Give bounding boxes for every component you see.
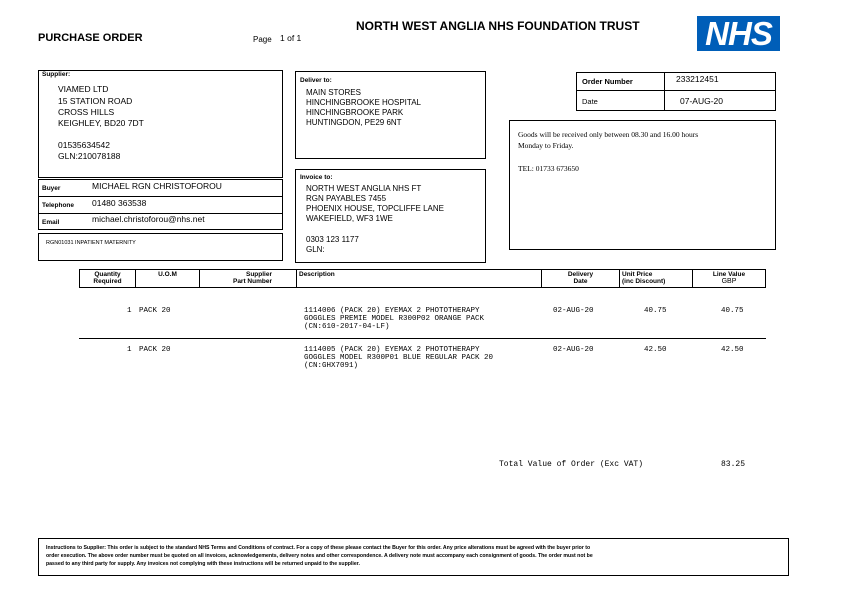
order-info-divider	[576, 90, 776, 91]
document-type: PURCHASE ORDER	[38, 32, 143, 44]
department-box	[38, 233, 283, 261]
deliver-to-line: HINCHINGBROOKE PARK	[306, 108, 404, 117]
row1-quantity: 1	[127, 307, 132, 315]
buyer-divider	[38, 196, 283, 197]
deliver-to-line: MAIN STORES	[306, 88, 361, 97]
header-uom: U.O.M	[135, 269, 200, 288]
row1-line-value: 40.75	[721, 307, 744, 315]
order-info-divider	[664, 72, 665, 111]
invoice-to-phone: 0303 123 1177	[306, 235, 359, 244]
supplier-line: KEIGHLEY, BD20 7DT	[58, 118, 144, 128]
department: RGN01031 INPATIENT MATERNITY	[46, 240, 136, 246]
header-line-value: Line Value GBP	[692, 269, 766, 288]
header-description: Description	[296, 269, 542, 288]
header-unit-price: Unit Price (inc Discount)	[619, 269, 693, 288]
delivery-notice-tel: TEL: 01733 673650	[518, 164, 579, 173]
row2-quantity: 1	[127, 346, 132, 354]
nhs-logo: NHS	[697, 16, 780, 51]
email-label: Email	[42, 219, 60, 226]
row2-description-line: GOGGLES MODEL R300P01 BLUE REGULAR PACK 20	[304, 354, 494, 362]
telephone-value: 01480 363538	[92, 198, 147, 208]
page-label: Page	[253, 35, 272, 44]
invoice-to-line: PHOENIX HOUSE, TOPCLIFFE LANE	[306, 204, 444, 213]
delivery-notice-line: Monday to Friday.	[518, 141, 574, 150]
row1-description-line: GOGGLES PREMIE MODEL R300P02 ORANGE PACK	[304, 315, 485, 323]
email-value: michael.christoforou@nhs.net	[92, 214, 205, 224]
supplier-phone: 01535634542	[58, 140, 111, 150]
invoice-to-line: RGN PAYABLES 7455	[306, 194, 387, 203]
order-number-label: Order Number	[582, 77, 633, 86]
row1-description-line: 1114006 (PACK 20) EYEMAX 2 PHOTOTHERAPY	[304, 307, 480, 315]
trust-name: NORTH WEST ANGLIA NHS FOUNDATION TRUST	[356, 19, 640, 33]
telephone-label: Telephone	[42, 202, 75, 209]
header-quantity: Quantity Required	[79, 269, 136, 288]
instructions-text: Instructions to Supplier: This order is subject to the standard NHS Terms and Conditions of contract. For a copy of these please contact the Buyer for this order. Any price alterations must be agreed with the buyer prior to order execution. The above order number must be quoted on all invoices, acknowledgements, delivery notes and other correspondence. A delivery note must accompany each consignment of goods. The order must not be passed to any third party for supply. Any invoices not complying with these instructions will be returned unpaid to the supplier.	[46, 545, 593, 567]
supplier-gln: GLN:210078188	[58, 151, 121, 161]
row-divider	[79, 338, 766, 339]
row1-unit-price: 40.75	[644, 307, 667, 315]
row2-line-value: 42.50	[721, 346, 744, 354]
row2-description-line: (CN:GHX7091)	[304, 362, 359, 370]
invoice-to-line: WAKEFIELD, WF3 1WE	[306, 214, 393, 223]
delivery-notice-box	[509, 120, 776, 250]
row1-delivery-date: 02-AUG-20	[553, 307, 594, 315]
buyer-label: Buyer	[42, 185, 61, 192]
header-delivery-date: Delivery Date	[541, 269, 620, 288]
row1-uom: PACK 20	[139, 307, 171, 315]
invoice-to-label: Invoice to:	[300, 174, 333, 181]
supplier-line: CROSS HILLS	[58, 107, 115, 117]
total-label: Total Value of Order (Exc VAT)	[499, 460, 644, 469]
supplier-line: 15 STATION ROAD	[58, 96, 133, 106]
order-number-value: 233212451	[676, 74, 719, 84]
deliver-to-line: HUNTINGDON, PE29 6NT	[306, 118, 402, 127]
deliver-to-line: HINCHINGBROOKE HOSPITAL	[306, 98, 421, 107]
order-date-value: 07-AUG-20	[680, 96, 723, 106]
buyer-name: MICHAEL RGN CHRISTOFOROU	[92, 181, 222, 191]
supplier-line: VIAMED LTD	[58, 84, 109, 94]
row1-description-line: (CN:610-2017-04-LF)	[304, 323, 390, 331]
order-date-label: Date	[582, 97, 598, 106]
supplier-label: Supplier:	[42, 71, 71, 78]
total-value: 83.25	[721, 460, 746, 469]
invoice-to-line: NORTH WEST ANGLIA NHS FT	[306, 184, 422, 193]
deliver-to-label: Deliver to:	[300, 77, 332, 84]
row2-unit-price: 42.50	[644, 346, 667, 354]
header-part-number: Supplier Part Number	[199, 269, 297, 288]
row2-description-line: 1114005 (PACK 20) EYEMAX 2 PHOTOTHERAPY	[304, 346, 480, 354]
invoice-to-gln: GLN:	[306, 245, 325, 254]
page-number: 1 of 1	[280, 33, 302, 43]
row2-uom: PACK 20	[139, 346, 171, 354]
delivery-notice-line: Goods will be received only between 08.30 and 16.00 hours	[518, 130, 699, 139]
row2-delivery-date: 02-AUG-20	[553, 346, 594, 354]
